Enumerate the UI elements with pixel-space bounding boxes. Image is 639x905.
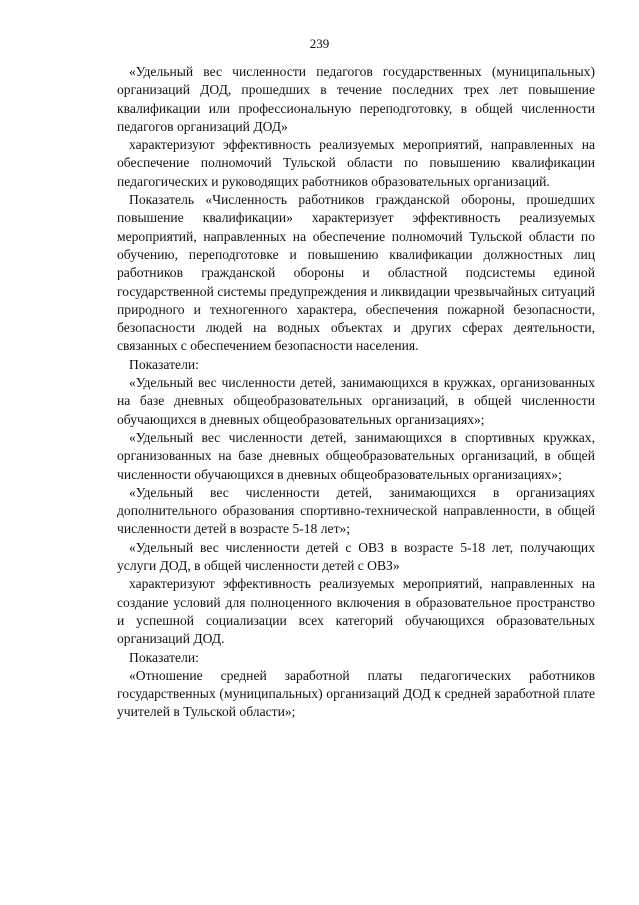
paragraph-characterize-inclusion: характеризуют эффективность реализуемых мероприятий, направленных на создание условий для полноценного включения в образовательное пространство и успешной социализации всех категорий обучающихся образовательных организаций ДОД. xyxy=(117,576,595,647)
paragraph-indicator-sports-technical: «Удельный вес численности детей, занимающихся в организациях дополнительного образования спортивно-технической направленности, в общей численности детей в возрасте 5-18 лет»; xyxy=(117,484,595,537)
paragraph-indicator-clubs: «Удельный вес численности детей, занимающихся в кружках, организованных на базе дневных общеобразовательных организаций, в общей численности обучающихся в дневных общеобразовательных организациях»; xyxy=(117,375,595,427)
paragraph-indicators-heading-2: Показатели: xyxy=(129,649,199,665)
paragraph-indicators-heading: Показатели: xyxy=(129,356,199,372)
document-body xyxy=(117,63,595,722)
paragraph-civil-defense-indicator: Показатель «Численность работников гражданской обороны, прошедших повышение квалификации» характеризует эффективность реализуемых мероприятий, направленных на обеспечение полномочий Тульской области по обучению, переподготовке и повышению квалификации должностных лиц работников гражданской обороны и областной подсистемы единой государственной системы предупреждения и ликвидации чрезвычайных ситуаций природного и техногенного характера, обеспечения пожарной безопасности, безопасности людей на водных объектах и других сферах деятельности, связанных с обеспечением безопасности населения. xyxy=(117,192,595,354)
paragraph-indicator-sports-clubs: «Удельный вес численности детей, занимающихся в спортивных кружках, организованных на базе дневных общеобразовательных организаций, в общей численности обучающихся в дневных общеобразовательных организациях»; xyxy=(117,429,595,482)
paragraph-characterize-qualification: характеризуют эффективность реализуемых мероприятий, направленных на обеспечение полномочий Тульской области по повышению квалификации педагогических и руководящих работников образовательных организаций. xyxy=(117,137,595,189)
paragraph-indicator-teachers-training: «Удельный вес численности педагогов государственных (муниципальных) организаций ДОД, прошедших в течение последних трех лет повышение квалификации или профессиональную переподготовку, в общей численности педагогов организаций ДОД» xyxy=(117,64,595,134)
paragraph-indicator-salary-ratio: «Отношение средней заработной платы педагогических работников государственных (муниципальных) организаций ДОД к средней заработной плате учителей в Тульской области»; xyxy=(117,667,595,720)
paragraph-indicator-disabilities: «Удельный вес численности детей с ОВЗ в возрасте 5-18 лет, получающих услуги ДОД, в общей численности детей с ОВЗ» xyxy=(117,539,595,574)
page-number: 239 xyxy=(309,36,330,51)
